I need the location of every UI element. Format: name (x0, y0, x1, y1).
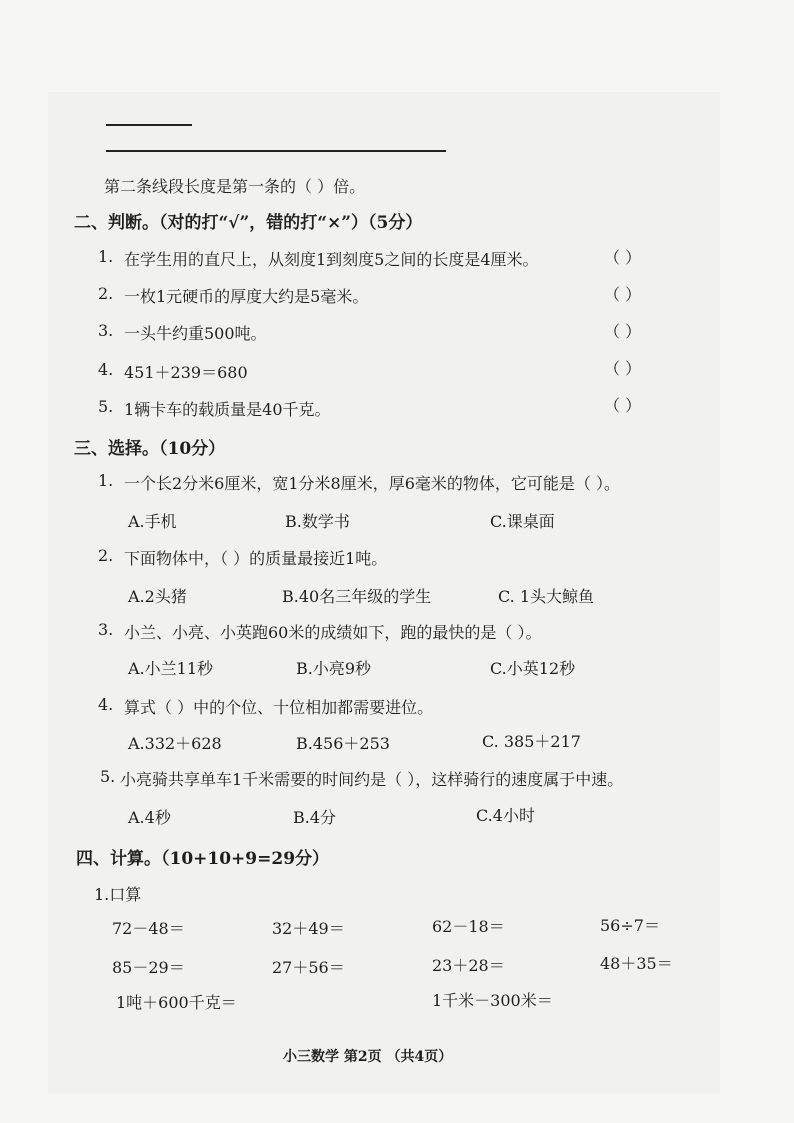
answer-blank[interactable]: （ ） (604, 322, 642, 341)
question-number: 5. (100, 767, 116, 786)
option-b[interactable]: B.数学书 (285, 512, 350, 531)
question-text: 小亮骑共享单车1千米需要的时间约是（ ），这样骑行的速度属于中速。 (120, 770, 624, 789)
calc-problem[interactable]: 32＋49＝ (272, 919, 345, 938)
item-number: 3. (98, 321, 114, 340)
section-2-heading: 二、判断。（对的打“√”，错的打“×”）（5分） (74, 213, 423, 233)
line-segment-second (106, 150, 446, 152)
line-segment-first (106, 124, 192, 126)
question-text: 一个长2分米6厘米，宽1分米8厘米，厚6毫米的物体，它可能是（ ）。 (124, 474, 620, 493)
option-b[interactable]: B.小亮9秒 (296, 659, 372, 678)
option-c[interactable]: C. 385＋217 (482, 732, 581, 751)
item-text: 在学生用的直尺上，从刻度1到刻度5之间的长度是4厘米。 (124, 250, 539, 269)
item-text: 一枚1元硬币的厚度大约是5毫米。 (124, 287, 369, 306)
calc-problem[interactable]: 62－18＝ (432, 917, 505, 936)
calc-problem[interactable]: 23＋28＝ (432, 956, 505, 975)
page-footer: 小三数学 第2页 （共4页） (283, 1049, 453, 1065)
question-text: 算式（ ）中的个位、十位相加都需要进位。 (124, 698, 434, 717)
option-a[interactable]: A.2头猪 (128, 587, 187, 606)
option-c[interactable]: C.课桌面 (490, 512, 555, 531)
question-number: 4. (98, 695, 114, 714)
calc-problem[interactable]: 27＋56＝ (272, 958, 345, 977)
calc-problem[interactable]: 48＋35＝ (600, 954, 673, 973)
item-number: 5. (98, 397, 114, 416)
item-text: 451＋239＝680 (124, 363, 248, 382)
option-c[interactable]: C.4小时 (476, 806, 535, 825)
item-number: 2. (98, 284, 114, 303)
answer-blank[interactable]: （ ） (604, 285, 642, 304)
oral-calc-subheading: 1.口算 (94, 885, 142, 904)
question-text: 下面物体中，（ ）的质量最接近1吨。 (124, 549, 388, 568)
line-question: 第二条线段长度是第一条的（ ）倍。 (104, 177, 366, 196)
question-number: 1. (98, 471, 114, 490)
question-number: 3. (98, 620, 114, 639)
option-a[interactable]: A.332＋628 (128, 734, 222, 753)
calc-problem[interactable]: 85－29＝ (112, 958, 185, 977)
calc-problem[interactable]: 1千米－300米＝ (432, 991, 553, 1010)
answer-blank[interactable]: （ ） (604, 359, 642, 378)
item-text: 1辆卡车的载质量是40千克。 (124, 400, 331, 419)
option-a[interactable]: A.手机 (128, 512, 177, 531)
answer-blank[interactable]: （ ） (604, 248, 642, 267)
answer-blank[interactable]: （ ） (604, 396, 642, 415)
calc-problem[interactable]: 72－48＝ (112, 919, 185, 938)
question-text: 小兰、小亮、小英跑60米的成绩如下，跑的最快的是（ ）。 (124, 623, 542, 642)
item-text: 一头牛约重500吨。 (124, 324, 267, 343)
option-b[interactable]: B.4分 (293, 808, 337, 827)
question-number: 2. (98, 546, 114, 565)
option-c[interactable]: C. 1头大鲸鱼 (498, 587, 595, 606)
section-3-heading: 三、选择。（10分） (74, 439, 226, 459)
item-number: 1. (98, 247, 114, 266)
section-4-heading: 四、计算。（10+10+9=29分） (76, 849, 330, 869)
option-a[interactable]: A.小兰11秒 (128, 659, 214, 678)
option-a[interactable]: A.4秒 (128, 808, 171, 827)
calc-problem[interactable]: 56÷7＝ (600, 916, 660, 935)
option-b[interactable]: B.456＋253 (296, 734, 390, 753)
option-b[interactable]: B.40名三年级的学生 (282, 587, 432, 606)
option-c[interactable]: C.小英12秒 (490, 659, 576, 678)
item-number: 4. (98, 360, 114, 379)
calc-problem[interactable]: 1吨＋600千克＝ (116, 993, 237, 1012)
